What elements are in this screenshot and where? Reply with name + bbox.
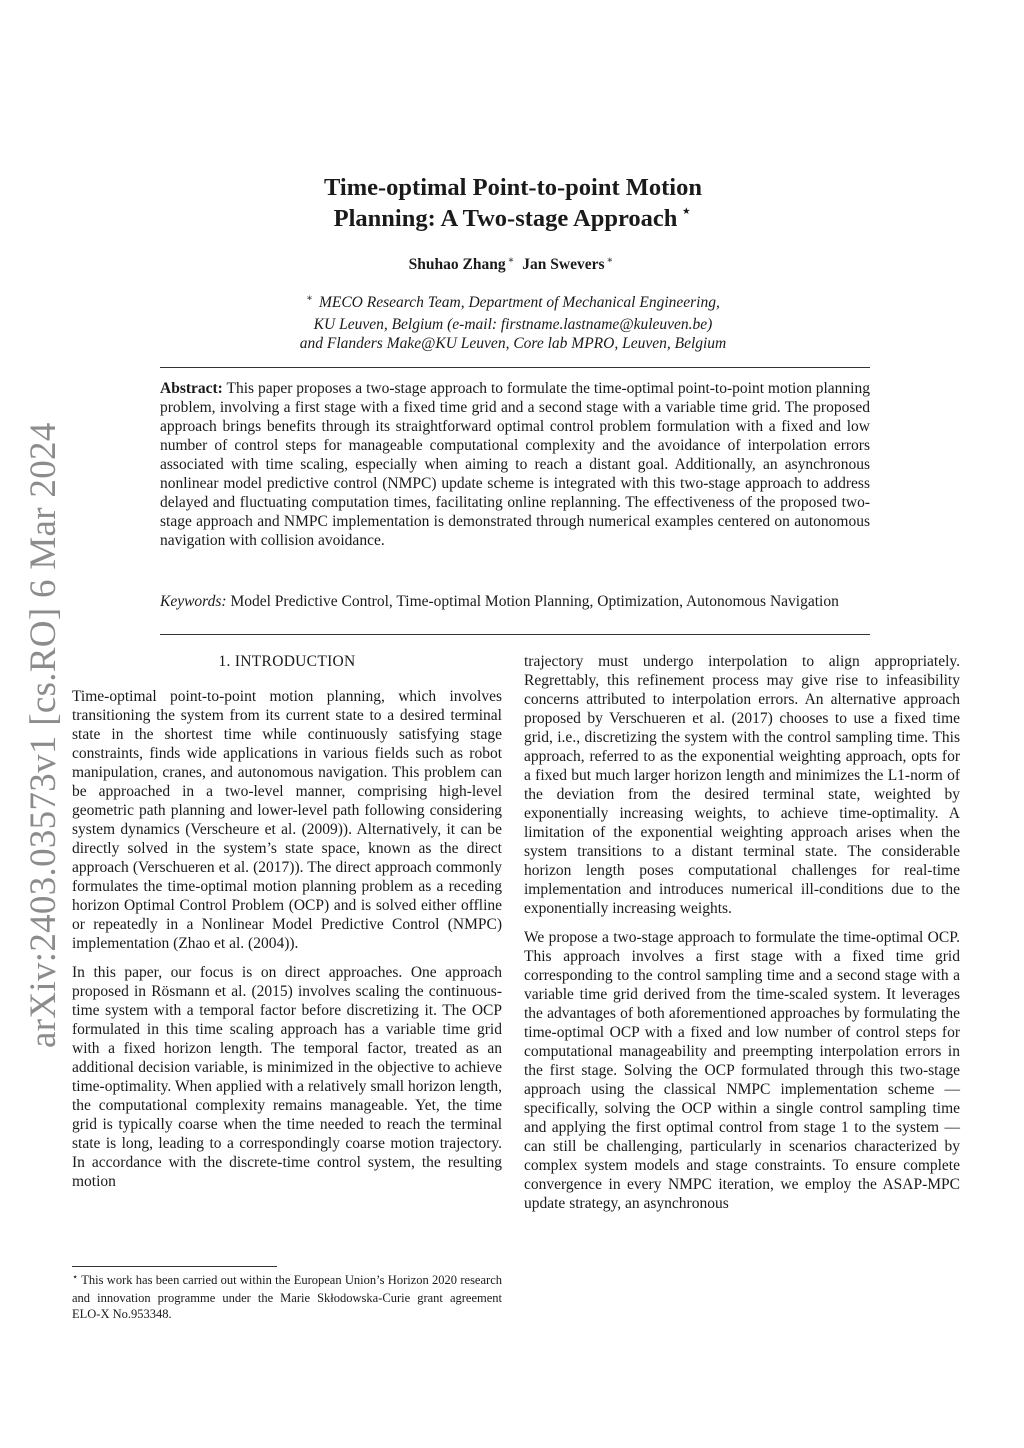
title-line-1: Time-optimal Point-to-point Motion (324, 174, 702, 201)
abstract-text: This paper proposes a two-stage approach to formulate the time-optimal point-to-point motion planning problem, involving a first stage with a fixed time grid and a second stage with a variable time grid. The proposed approach brings benefits through its straightforward optimal control problem formulation with a fixed and low number of control steps for manageable computational complexity and the avoidance of interpolation errors associated with time scaling, especially when aiming to reach a distant goal. Additionally, an asynchronous nonlinear model predictive control (NMPC) update scheme is integrated with this two-stage approach to address delayed and fluctuating computation times, facilitating online replanning. The effectiveness of the proposed two-stage approach and NMPC implementation is demonstrated through numerical examples centered on autonomous navigation with collision avoidance. (160, 380, 870, 549)
abstract (160, 379, 870, 550)
title-line-2-text: Planning: A Two-stage Approach (333, 205, 678, 232)
left-column (72, 652, 502, 1201)
affiliation-line-1 (200, 293, 826, 315)
right-column (524, 652, 960, 1223)
body-paragraph: Time-optimal point-to-point motion planning, which involves transitioning the system from its current state to a desired terminal state in the shortest time while continuously satisfying stage constraints, finds wide applications in various fields such as robot manipulation, cranes, and autonomous navigation. This problem can be approached in a two-level manner, comprising high-level geometric path planning and lower-level path following considering system dynamics (Verscheure et al. (2009)). Alternatively, it can be directly solved in the system’s state space, known as the direct approach (Verschueren et al. (2017)). The direct approach commonly formulates the time-optimal motion planning problem as a receding horizon Optimal Control Problem (OCP) and is solved either offline or repeatedly in a Nonlinear Model Predictive Control (NMPC) implementation (Zhao et al. (2004)). (72, 688, 502, 952)
keywords (160, 592, 870, 611)
keywords-text: Model Predictive Control, Time-optimal Motion Planning, Optimization, Autonomous Navigation (230, 593, 839, 610)
affiliation-line-2: KU Leuven, Belgium (e-mail: firstname.lastname@kuleuven.be) (313, 315, 713, 333)
title-footnote-mark: ⋆ (680, 201, 693, 222)
body-paragraph: trajectory must undergo interpolation to align appropriately. Regrettably, this refinement process may give rise to infeasibility concerns attributed to interpolation errors. An alternative approach proposed by Verschueren et al. (2017) chooses to use a fixed time grid, i.e., discretizing the system with the control sampling time. This approach, referred to as the exponential weighting approach, opts for a fixed but much larger horizon length and minimizes the L1-norm of the deviation from the desired terminal state, weighted by exponentially increasing weights, to achieve time-optimality. A limitation of the exponential weighting approach arises when the system transitions to a distant terminal state. The considerable horizon length poses computational challenges for real-time implementation and introduces numerical ill-conditions due to the exponentially increasing weights. (524, 653, 960, 917)
section-heading: 1. INTRODUCTION (218, 653, 356, 670)
title-line-2 (200, 203, 826, 236)
abstract-top-rule (160, 367, 870, 368)
keywords-bottom-rule (160, 634, 870, 635)
author-name: Shuhao Zhang (408, 256, 506, 273)
abstract-label: Abstract: (160, 380, 223, 397)
footnote-rule (72, 1266, 277, 1267)
footnote-mark: ⋆ (72, 1272, 79, 1283)
arxiv-identifier-stamp[interactable]: arXiv:2403.03573v1 [cs.RO] 6 Mar 2024 (23, 422, 64, 1048)
author-affiliation-mark: ∗ (606, 255, 614, 266)
paper-title (200, 172, 826, 236)
affiliation-line-1-text: MECO Research Team, Department of Mechanical Engineering, (318, 294, 720, 311)
footnote (72, 1272, 502, 1322)
affiliation-block (200, 293, 826, 354)
author-list (200, 256, 826, 274)
footnote-text: This work has been carried out within the European Union’s Horizon 2020 research and innovation programme under the Marie Skłodowska-Curie grant agreement ELO-X No.953348. (72, 1273, 502, 1321)
author-name: Jan Swevers (522, 256, 605, 273)
body-paragraph: In this paper, our focus is on direct approaches. One approach proposed in Rösmann et al. (2015) involves scaling the continuous-time system with a temporal factor before discretizing it. The OCP formulated in this time scaling approach has a variable time grid with a fixed horizon length. The temporal factor, treated as an additional decision variable, is minimized in the objective to achieve time-optimality. When applied with a relatively small horizon length, the computational complexity remains manageable. Yet, the time grid is typically coarse when the time needed to reach the terminal state is long, leading to a correspondingly coarse motion trajectory. In accordance with the discrete-time control system, the resulting motion (72, 964, 502, 1190)
author-affiliation-mark: ∗ (507, 255, 515, 266)
body-paragraph: We propose a two-stage approach to formulate the time-optimal OCP. This approach involves a first stage with a fixed time grid corresponding to the control sampling time and a second stage with a variable time grid derived from the time-scaled system. It leverages the advantages of both aforementioned approaches by formulating the time-optimal OCP with a fixed and low number of control steps for computational manageability and preempting interpolation errors in the first stage. Solving the OCP formulated through this two-stage approach using the classical NMPC implementation scheme — specifically, solving the OCP within a single control sampling time and applying the first optimal control from stage 1 to the system — can still be challenging, particularly in scenarios characterized by complex system models and stage constraints. To ensure complete convergence in every NMPC iteration, we employ the ASAP-MPC update strategy, an asynchronous (524, 929, 960, 1212)
keywords-label: Keywords: (160, 593, 227, 610)
affiliation-mark: ∗ (306, 293, 313, 304)
affiliation-line-3: and Flanders Make@KU Leuven, Core lab MPRO, Leuven, Belgium (299, 335, 727, 352)
